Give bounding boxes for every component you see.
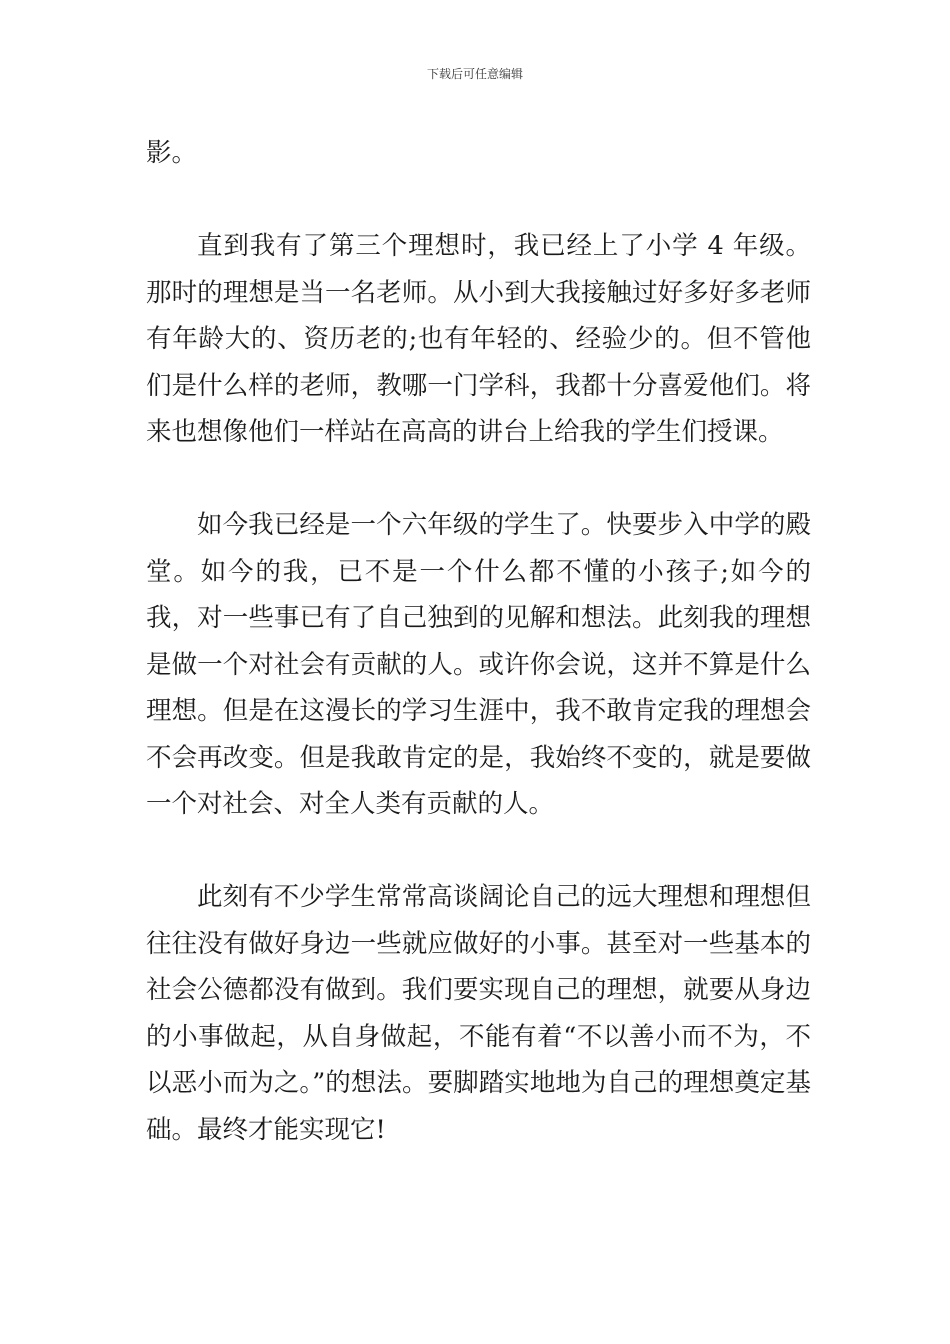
paragraph-spacer [146, 456, 811, 503]
page-header: 下载后可任意编辑 [426, 67, 523, 81]
document-body [146, 130, 811, 1153]
paragraph-3: 如今我已经是一个六年级的学生了。快要步入中学的殿堂。如今的我，已不是一个什么都不懂的小孩子;如今的我，对一些事已有了自己独到的见解和想法。此刻我的理想是做一个对社会有贡献的人。或许你会说，这并不算是什么理想。但是在这漫长的学习生涯中，我不敢肯定我的理想会不会再改变。但是我敢肯定的是，我始终不变的，就是要做一个对社会、对全人类有贡献的人。 [146, 510, 811, 819]
paragraph-spacer [146, 177, 811, 224]
paragraph-4: 此刻有不少学生常常高谈阔论自己的远大理想和理想但往往没有做好身边一些就应做好的小事。甚至对一些基本的社会公德都没有做到。我们要实现自己的理想，就要从身边的小事做起，从自身做起，不能有着“不以善小而不为，不以恶小而为之。”的想法。要脚踏实地地为自己的理想奠定基础。最终才能实现它! [146, 882, 811, 1145]
paragraph-spacer [146, 828, 811, 875]
paragraph-1: 影。 [146, 138, 198, 168]
paragraph-2: 直到我有了第三个理想时，我已经上了小学 4 年级。那时的理想是当一名老师。从小到大我接触过好多好多老师有年龄大的、资历老的;也有年轻的、经验少的。但不管他们是什么样的老师，教哪一门学科，我都十分喜爱他们。将来也想像他们一样站在高高的讲台上给我的学生们授课。 [146, 231, 811, 447]
